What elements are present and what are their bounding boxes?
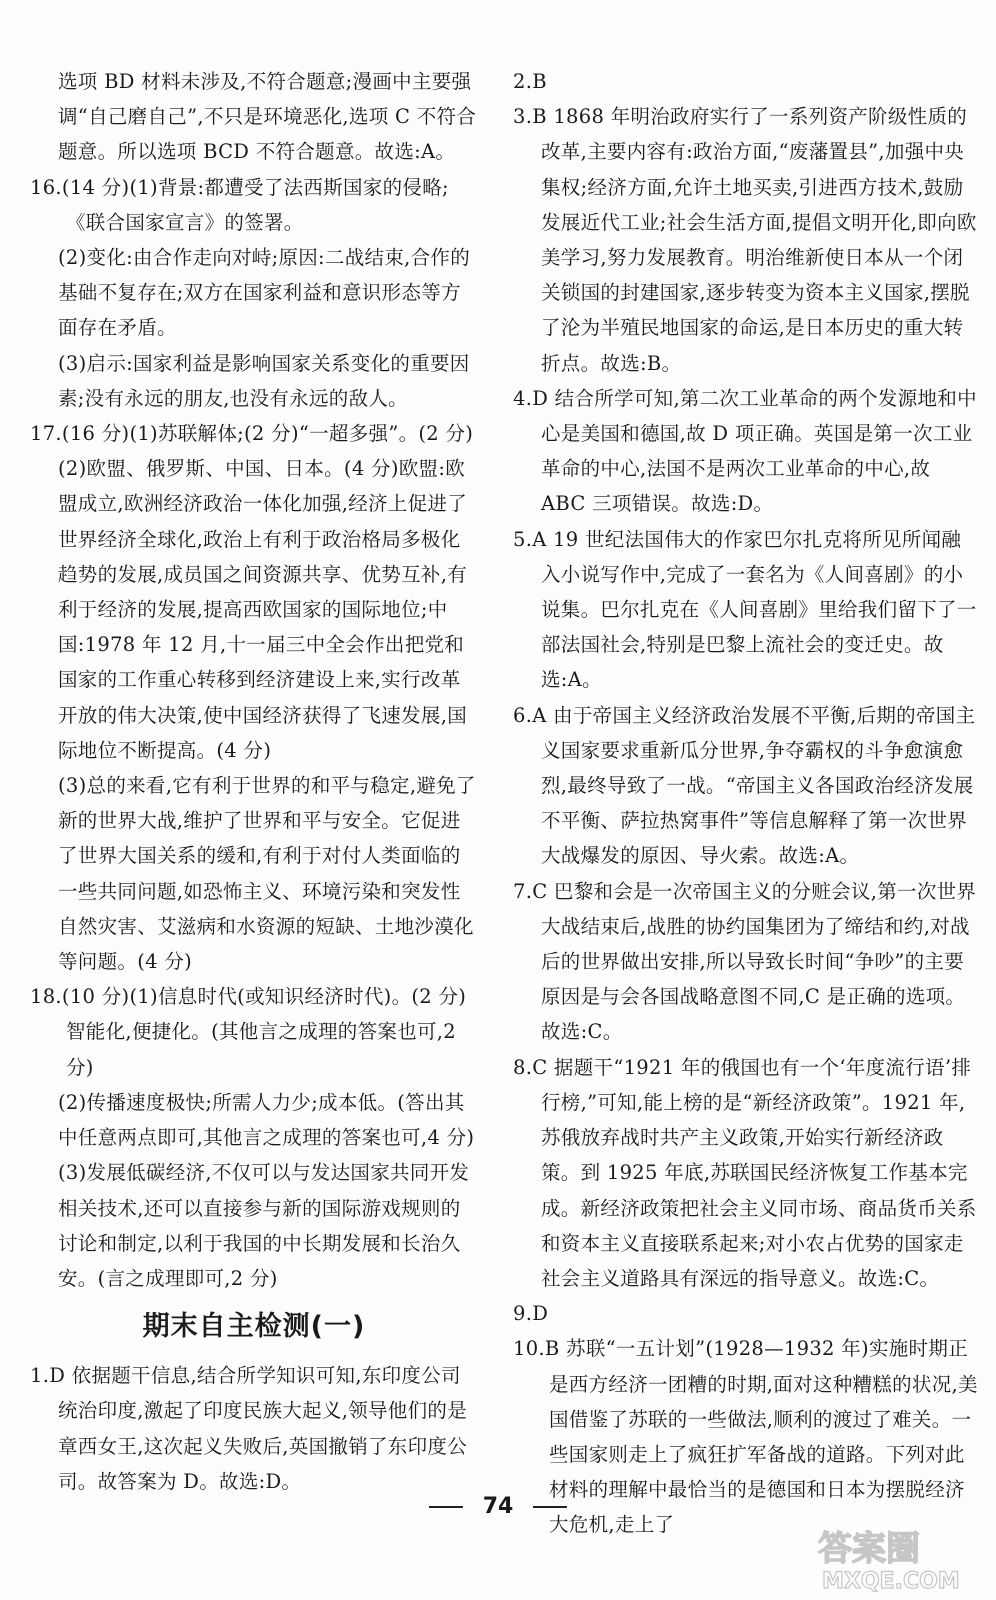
- answer-17-part-3: (3)总的来看,它有利于世界的和平与稳定,避免了新的世界大战,维护了世界和平与安全。它促进了世界大国关系的缓和,有利于对付人类面临的一些共同问题,如恐怖主义、环境污染和突发性自然灾害、艾滋病和水资源的短缺、土地沙漠化等问题。(4 分): [58, 774, 476, 974]
- answer-16-part-3: (3)启示:国家利益是影响国家关系变化的重要因素;没有永远的朋友,也没有永远的敌人。: [58, 351, 470, 410]
- left-column: [30, 64, 478, 1499]
- answer-16-part-1: 16.(14 分)(1)背景:都遭受了法西斯国家的侵略;《联合国家宣言》的签署。: [30, 175, 449, 234]
- right-column: [513, 64, 979, 1543]
- footer-dash-left: [429, 1506, 463, 1508]
- answer-1: 1.D 依据题干信息,结合所学知识可知,东印度公司统治印度,激起了印度民族大起义,领导他们的是章西女王,这次起义失败后,英国撤销了东印度公司。故答案为 D。故选:D。: [30, 1364, 467, 1493]
- watermark-logo: [812, 1520, 988, 1594]
- answer-17-part-1: 17.(16 分)(1)苏联解体;(2 分)“一超多强”。(2 分): [30, 422, 474, 446]
- watermark-line1: 答案圈: [818, 1529, 920, 1569]
- answer-9: 9.D: [513, 1302, 549, 1326]
- answer-15-continuation: 选项 BD 材料未涉及,不符合题意;漫画中主要强调“自己磨自己”,不只是环境恶化,选项 C 不符合题意。所以选项 BCD 不符合题意。故选:A。: [58, 70, 477, 164]
- answer-7: 7.C 巴黎和会是一次帝国主义的分赃会议,第一次世界大战结束后,战胜的协约国集团为了缔结和约,对战后的世界做出安排,所以导致长时间“争吵”的主要原因是与会各国战略意图不同,C 是正确的选项。故选:C。: [513, 879, 977, 1044]
- watermark-line2: MXQE.COM: [822, 1569, 960, 1594]
- answer-16-part-2: (2)变化:由合作走向对峙;原因:二战结束,合作的基础不复存在;双方在国家利益和意识形态等方面存在矛盾。: [58, 246, 471, 340]
- answer-10: 10.B 苏联“一五计划”(1928—1932 年)实施时期正是西方经济一团糟的时期,面对这种糟糕的状况,美国借鉴了苏联的一些做法,顺利的渡过了难关。一些国家则走上了疯狂扩军备战的道路。下列对此材料的理解中最恰当的是德国和日本为摆脱经济大危机,走上了: [513, 1337, 978, 1537]
- answer-6: 6.A 由于帝国主义经济政治发展不平衡,后期的帝国主义国家要求重新瓜分世界,争夺霸权的斗争愈演愈烈,最终导致了一战。“帝国主义各国政治经济发展不平衡、萨拉热窝事件”等信息解释了第一次世界大战爆发的原因、导火索。故选:A。: [513, 703, 976, 868]
- answer-4: 4.D 结合所学可知,第二次工业革命的两个发源地和中心是美国和德国,故 D 项正确。英国是第一次工业革命的中心,法国不是两次工业革命的中心,故 ABC 三项错误。故选:D。: [513, 386, 977, 516]
- answer-5: 5.A 19 世纪法国伟大的作家巴尔扎克将所见所闻融入小说写作中,完成了一套名为《人间喜剧》的小说集。巴尔扎克在《人间喜剧》里给我们留下了一部法国社会,特别是巴黎上流社会的变迁史。故选:A。: [513, 527, 977, 692]
- answer-2: 2.B: [513, 70, 547, 93]
- answer-18-part-2: (2)传播速度极快;所需人力少;成本低。(答出其中任意两点即可,其他言之成理的答案也可,4 分): [58, 1090, 475, 1150]
- page-footer: [0, 1494, 996, 1519]
- section-title: 期末自主检测(一): [142, 1311, 366, 1343]
- answer-17-part-2: (2)欧盟、俄罗斯、中国、日本。(4 分)欧盟:欧盟成立,欧洲经济政治一体化加强,经济上促进了世界经济全球化,政治上有利于政治格局多极化趋势的发展,成员国之间资源共享、优势互补,有利于经济的发展,提高西欧国家的国际地位;中国:1978 年 12 月,十一届三中全会作出把党和国家的工作重心转移到经济建设上来,实行改革开放的伟大决策,使中国经济获得了飞速发展,国际地位不断提高。(4 分): [58, 457, 467, 762]
- answer-18-part-3: (3)发展低碳经济,不仅可以与发达国家共同开发相关技术,还可以直接参与新的国际游戏规则的讨论和制定,以利于我国的中长期发展和长治久安。(言之成理即可,2 分): [58, 1161, 470, 1290]
- page-number: 74: [482, 1494, 514, 1519]
- answer-18-part-1: 18.(10 分)(1)信息时代(或知识经济时代)。(2 分)智能化,便捷化。(其他言之成理的答案也可,2 分): [30, 985, 467, 1079]
- answer-8: 8.C 据题干“1921 年的俄国也有一个‘年度流行语’排行榜,”可知,能上榜的是“新经济政策”。1921 年,苏俄放弃战时共产主义政策,开始实行新经济政策。到 1925 年底,苏联国民经济恢复工作基本完成。新经济政策把社会主义同市场、商品货币关系和资本主义直接联系起来;对小农占优势的国家走社会主义道路具有深远的指导意义。故选:C。: [513, 1055, 977, 1290]
- footer-dash-right: [533, 1506, 567, 1508]
- answer-3: 3.B 1868 年明治政府实行了一系列资产阶级性质的改革,主要内容有:政治方面,“废藩置县”,加强中央集权;经济方面,允许土地买卖,引进西方技术,鼓励发展近代工业;社会生活方面,提倡文明开化,即向欧美学习,努力发展教育。明治维新使日本从一个闭关锁国的封建国家,逐步转变为资本主义国家,摆脱了沦为半殖民地国家的命运,是日本历史的重大转折点。故选:B。: [513, 105, 977, 375]
